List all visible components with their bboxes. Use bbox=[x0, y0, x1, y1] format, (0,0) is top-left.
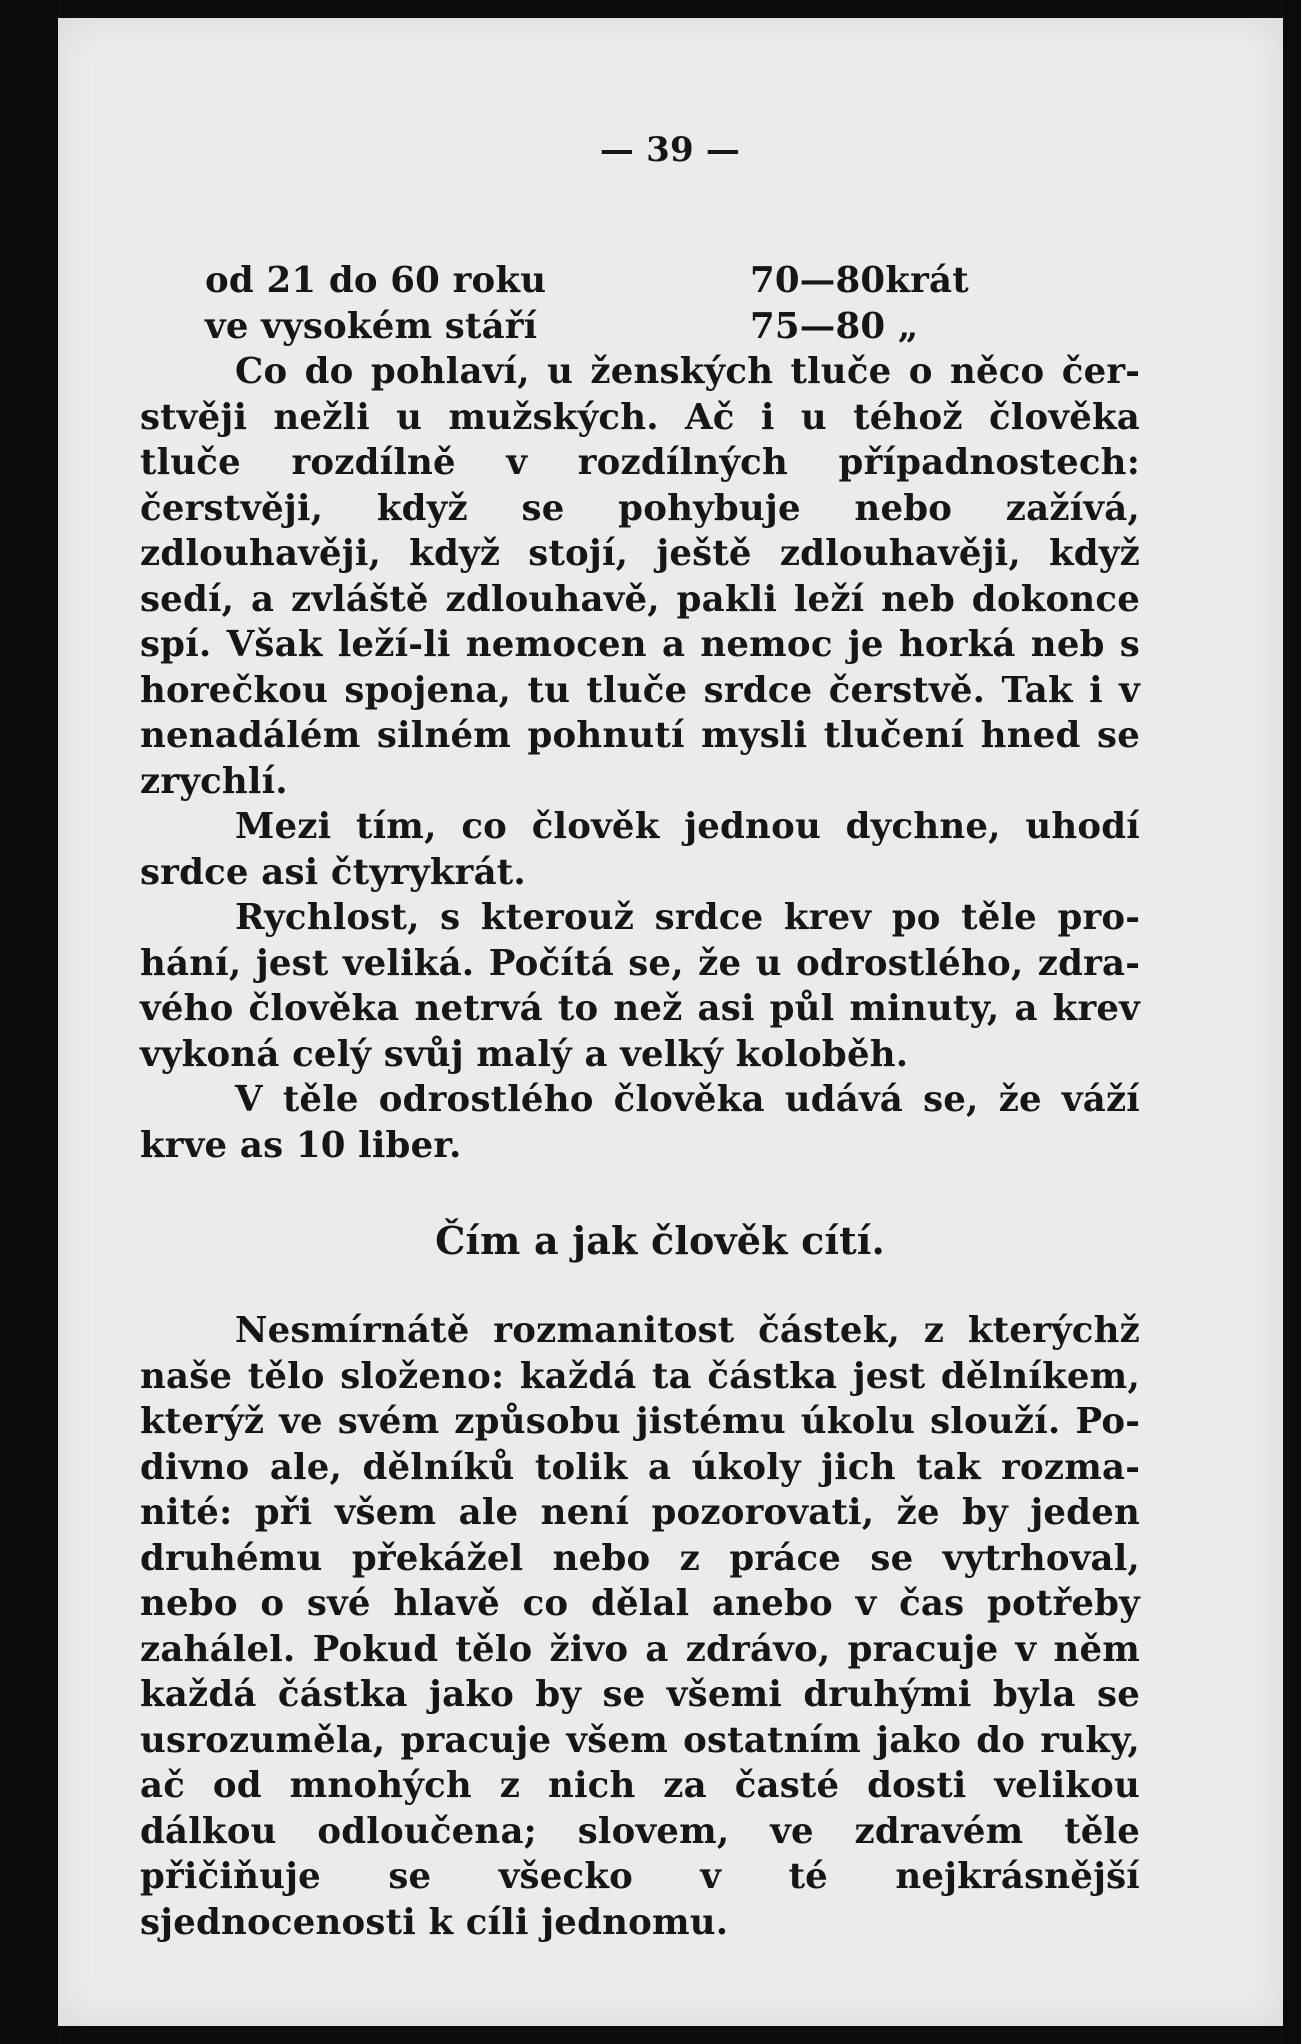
paragraph: Mezi tím, co člověk jednou dychne, uhodí srdce asi čtyrykrát. bbox=[140, 806, 1140, 893]
paragraph: V těle odrostlého člověka udává se, že váží krve as 10 liber. bbox=[140, 1079, 1140, 1166]
pulse-row bbox=[140, 304, 1140, 350]
pulse-value: 70—80krát bbox=[750, 260, 969, 301]
pulse-row bbox=[140, 258, 1140, 304]
scan-edge bbox=[1283, 0, 1301, 2044]
page-content bbox=[140, 130, 1140, 1945]
paragraph: Nesmírnátě rozmanitost částek, z kterýchž naše tělo složeno: každá ta částka jest dělníkem, kterýž ve svém způsobu jistému úkolu slouží. Podivno ale, dělníků tolik a úkoly jich tak rozmanité: při všem ale není pozorovati, že by jeden druhému překážel nebo z práce se vytrhoval, nebo o své hlavě co dělal anebo v čas potřeby zahálel. Pokud tělo živo a zdrávo, pracuje v něm každá částka jako by se všemi druhými byla se usrozuměla, pracuje všem ostatním jako do ruky, ač od mnohých z nich za časté dosti velikou dálkou odloučena; slovem, ve zdravém těle přičiňuje se všecko v té nejkrásnější sjednocenosti k cíli jednomu. bbox=[140, 1310, 1140, 1943]
age-range-label: ve vysokém stáří bbox=[205, 305, 538, 347]
paragraph: Co do pohlaví, u ženských tluče o něco čerstvěji nežli u mužských. Ač i u téhož člověka tluče rozdílně v rozdílných případnostech: čerstvěji, když se pohybuje nebo zažívá, zdlouhavěji, když stojí, ještě zdlouhavěji, když sedí, a zvláště zdlouhavě, pakli leží neb dokonce spí. Však leží-li nemocen a nemoc je horká neb s horečkou spojena, tu tluče srdce čerstvě. Tak i v nenadálém silném pohnutí mysli tlučení hned se zrychlí. bbox=[140, 351, 1140, 802]
paragraph: Rychlost, s kterouž srdce krev po těle prohání, jest veliká. Počítá se, že u odrostlého, zdravého člověka netrvá to než asi půl minuty, a krev vykoná celý svůj malý a velký koloběh. bbox=[140, 897, 1140, 1075]
pulse-value: 75—80 „ bbox=[750, 305, 919, 347]
book-page bbox=[58, 18, 1283, 2026]
book-spine-shadow bbox=[0, 0, 58, 2044]
page-number: — 39 — bbox=[599, 130, 741, 170]
section-heading: Čím a jak člověk cítí. bbox=[435, 1218, 885, 1263]
pulse-table bbox=[140, 258, 1140, 349]
age-range-label: od 21 do 60 roku bbox=[205, 260, 547, 301]
